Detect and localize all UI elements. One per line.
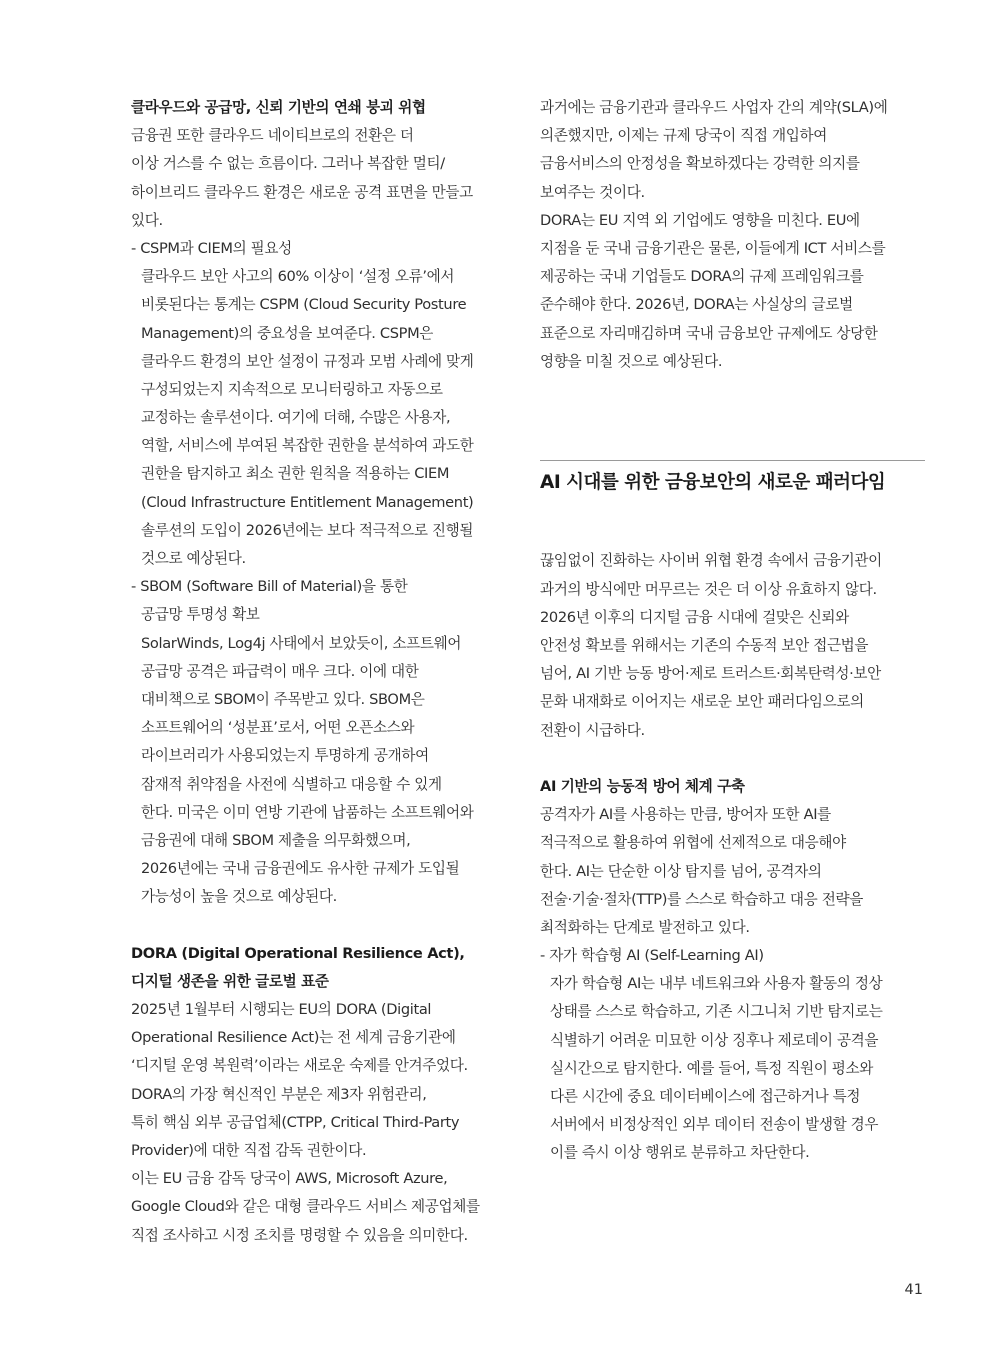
spacer <box>540 376 925 404</box>
self-learning-subheading: - 자가 학습형 AI (Self-Learning AI) <box>540 947 764 965</box>
text-line: 전환이 시급하다. <box>540 721 645 739</box>
cloud-intro-paragraph <box>131 122 513 235</box>
text-line: Google Cloud와 같은 대형 클라우드 서비스 제공업체를 <box>131 1198 480 1216</box>
text-line: 솔루션의 도입이 2026년에는 보다 적극적으로 진행될 <box>141 521 474 539</box>
text-line: DORA는 EU 지역 외 기업에도 영향을 미친다. EU에 <box>540 211 860 229</box>
text-line: 공격자가 AI를 사용하는 만큼, 방어자 또한 AI를 <box>540 806 831 824</box>
text-line: 이를 즉시 이상 행위로 분류하고 차단한다. <box>550 1144 810 1162</box>
text-line: 상태를 스스로 학습하고, 기존 시그니처 기반 탐지로는 <box>550 1003 883 1021</box>
dora-continued-paragraph <box>540 94 925 376</box>
text-line: 영향을 미칠 것으로 예상된다. <box>540 352 723 370</box>
text-line: 교정하는 솔루션이다. 여기에 더해, 수많은 사용자, <box>141 409 451 427</box>
text-line: 전술·기술·절차(TTP)를 스스로 학습하고 대응 전략을 <box>540 890 863 908</box>
text-line: 안전성 확보를 위해서는 기존의 수동적 보안 접근법을 <box>540 637 869 654</box>
text-line: 제공하는 국내 기업들도 DORA의 규제 프레임워크를 <box>540 268 864 286</box>
text-line: 최적화하는 단계로 발전하고 있다. <box>540 918 750 936</box>
text-line: 있다. <box>131 211 163 229</box>
cloud-section-heading: 클라우드와 공급망, 신뢰 기반의 연쇄 붕괴 위협 <box>131 99 426 116</box>
spacer <box>131 911 513 939</box>
text-line: 2026년에는 국내 금융권에도 유사한 규제가 도입될 <box>141 860 460 878</box>
text-line: 비롯된다는 통계는 CSPM (Cloud Security Posture <box>141 296 467 314</box>
cspm-subheading: - CSPM과 CIEM의 필요성 <box>131 239 292 257</box>
spacer <box>540 533 925 547</box>
text-line: 준수해야 한다. 2026년, DORA는 사실상의 글로벌 <box>540 296 853 314</box>
left-column <box>131 94 513 1250</box>
text-line: 직접 조사하고 시정 조치를 명령할 수 있음을 의미한다. <box>131 1226 468 1244</box>
page-number: 41 <box>904 1282 923 1298</box>
text-line: DORA의 가장 혁신적인 부분은 제3자 위험관리, <box>131 1085 427 1103</box>
text-line: 구성되었는지 지속적으로 모니터링하고 자동으로 <box>141 380 443 398</box>
ai-defense-paragraph <box>540 801 925 942</box>
text-line: 과거의 방식에만 머무르는 것은 더 이상 유효하지 않다. <box>540 580 877 598</box>
text-line: ‘디지털 운영 복원력’이라는 새로운 숙제를 안겨주었다. <box>131 1057 468 1075</box>
text-line: 이상 거스를 수 없는 흐름이다. 그러나 복잡한 멀티/ <box>131 155 445 173</box>
text-line: Operational Resilience Act)는 전 세계 금융기관에 <box>131 1029 456 1047</box>
spacer <box>540 404 925 432</box>
text-line: 지점을 둔 국내 금융기관은 물론, 이들에게 ICT 서비스를 <box>540 239 886 257</box>
text-line: 권한을 탐지하고 최소 권한 원칙을 적용하는 CIEM <box>141 465 450 483</box>
cspm-paragraph <box>131 263 513 573</box>
sbom-paragraph <box>131 630 513 912</box>
text-line: 의존했지만, 이제는 규제 당국이 직접 개입하여 <box>540 127 827 145</box>
text-line: 넘어, AI 기반 능동 방어·제로 트러스트·회복탄력성·보안 <box>540 665 881 683</box>
text-line: 금융권에 대해 SBOM 제출을 의무화했으며, <box>141 831 411 849</box>
text-line: 보여주는 것이다. <box>540 183 645 201</box>
text-line: Management)의 중요성을 보여준다. CSPM은 <box>141 324 434 342</box>
text-line: 역할, 서비스에 부여된 복잡한 권한을 분석하여 과도한 <box>141 437 474 455</box>
text-line: 표준으로 자리매김하며 국내 금융보안 규제에도 상당한 <box>540 324 878 342</box>
spacer <box>540 432 925 446</box>
text-line: 공급망 공격은 파급력이 매우 크다. 이에 대한 <box>141 662 419 680</box>
text-line: 식별하기 어려운 미묘한 이상 징후나 제로데이 공격을 <box>550 1031 879 1049</box>
text-line: 라이브러리가 사용되었는지 투명하게 공개하여 <box>141 747 429 765</box>
text-line: 적극적으로 활용하여 위협에 선제적으로 대응해야 <box>540 834 846 852</box>
spacer <box>540 745 925 773</box>
text-line: 한다. AI는 단순한 이상 탐지를 넘어, 공격자의 <box>540 862 822 880</box>
text-line: 특히 핵심 외부 공급업체(CTPP, Critical Third-Party <box>131 1113 460 1131</box>
text-line: Provider)에 대한 직접 감독 권한이다. <box>131 1141 367 1159</box>
text-line: 잠재적 취약점을 사전에 식별하고 대응할 수 있게 <box>141 775 442 793</box>
text-line: 끊임없이 진화하는 사이버 위협 환경 속에서 금융기관이 <box>540 552 882 570</box>
text-line: 대비책으로 SBOM이 주목받고 있다. SBOM은 <box>141 690 425 708</box>
text-line: 자가 학습형 AI는 내부 네트워크와 사용자 활동의 정상 <box>550 975 883 993</box>
text-line: 다른 시간에 중요 데이터베이스에 접근하거나 특정 <box>550 1088 861 1105</box>
ai-intro-paragraph <box>540 547 925 744</box>
ai-section-title: AI 시대를 위한 금융보안의 새로운 패러다임 <box>540 472 886 494</box>
text-line: 금융서비스의 안정성을 확보하겠다는 강력한 의지를 <box>540 155 860 173</box>
text-line: 클라우드 환경의 보안 설정이 규정과 모범 사례에 맞게 <box>141 352 474 370</box>
text-line: 서버에서 비정상적인 외부 데이터 전송이 발생할 경우 <box>550 1116 879 1134</box>
spacer <box>540 505 925 533</box>
text-line: 2026년 이후의 디지털 금융 시대에 걸맞은 신뢰와 <box>540 608 849 626</box>
text-line: 이는 EU 금융 감독 당국이 AWS, Microsoft Azure, <box>131 1170 448 1188</box>
text-line: 금융권 또한 클라우드 네이티브로의 전환은 더 <box>131 127 414 145</box>
ai-defense-heading: AI 기반의 능동적 방어 체계 구축 <box>540 777 745 795</box>
text-line: 실시간으로 탐지한다. 예를 들어, 특정 직원이 평소와 <box>550 1059 874 1077</box>
text-line: 문화 내재화로 이어지는 새로운 보안 패러다임으로의 <box>540 693 864 711</box>
text-line: DORA (Digital Operational Resilience Act), <box>131 944 465 962</box>
text-line: 2025년 1월부터 시행되는 EU의 DORA (Digital <box>131 1001 432 1018</box>
self-learning-paragraph <box>540 970 925 1167</box>
text-line: 클라우드 보안 사고의 60% 이상이 ‘설정 오류’에서 <box>141 268 455 286</box>
text-line: 가능성이 높을 것으로 예상된다. <box>141 888 337 906</box>
text-line: - SBOM (Software Bill of Material)을 통한 <box>131 578 408 596</box>
text-line: 디지털 생존을 위한 글로벌 표준 <box>131 972 329 990</box>
sbom-subheading <box>131 573 513 629</box>
text-line: SolarWinds, Log4j 사태에서 보았듯이, 소프트웨어 <box>141 634 462 652</box>
dora-paragraph <box>131 996 513 1250</box>
text-line: 공급망 투명성 확보 <box>141 606 260 624</box>
right-column <box>540 94 925 1168</box>
text-line: 한다. 미국은 이미 연방 기관에 납품하는 소프트웨어와 <box>141 803 474 821</box>
text-line: 과거에는 금융기관과 클라우드 사업자 간의 계약(SLA)에 <box>540 99 888 116</box>
dora-heading <box>131 940 513 996</box>
text-line: (Cloud Infrastructure Entitlement Management) <box>141 493 474 511</box>
text-line: 것으로 예상된다. <box>141 550 246 567</box>
text-line: 하이브리드 클라우드 환경은 새로운 공격 표면을 만들고 <box>131 183 473 201</box>
text-line: 소프트웨어의 ‘성분표’로서, 어떤 오픈소스와 <box>141 719 415 737</box>
